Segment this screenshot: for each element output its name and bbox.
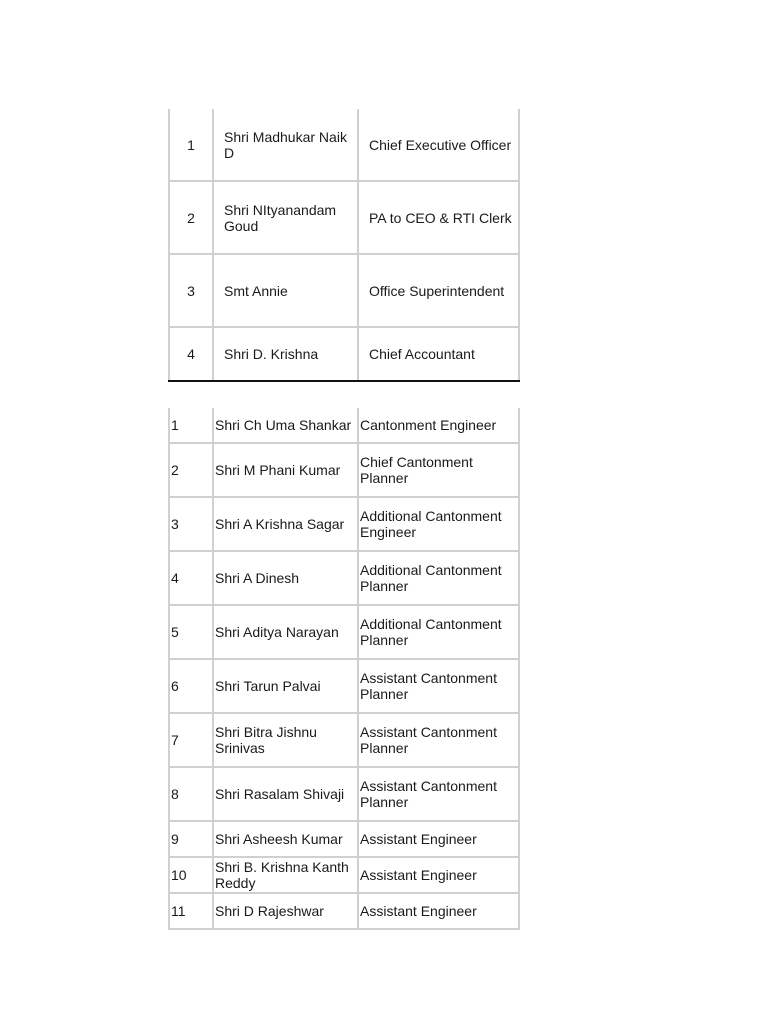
table-row	[169, 408, 519, 443]
officer-designation: Chief Accountant	[358, 327, 519, 381]
officer-name: Smt Annie	[213, 254, 358, 327]
serial-number: 8	[169, 767, 213, 821]
officer-designation: Office Superintendent	[358, 254, 519, 327]
staff-name: Shri Bitra Jishnu Srinivas	[213, 713, 358, 767]
serial-number: 10	[169, 857, 213, 893]
serial-number: 2	[169, 181, 213, 254]
table-row	[169, 767, 519, 821]
table-row	[169, 181, 519, 254]
table-row	[169, 713, 519, 767]
staff-name: Shri B. Krishna Kanth Reddy	[213, 857, 358, 893]
staff-designation: Assistant Engineer	[358, 821, 519, 857]
staff-name: Shri Rasalam Shivaji	[213, 767, 358, 821]
serial-number: 7	[169, 713, 213, 767]
table-row	[169, 659, 519, 713]
staff-name: Shri M Phani Kumar	[213, 443, 358, 497]
officer-designation: PA to CEO & RTI Clerk	[358, 181, 519, 254]
serial-number: 5	[169, 605, 213, 659]
serial-number: 9	[169, 821, 213, 857]
serial-number: 4	[169, 551, 213, 605]
table-row	[169, 443, 519, 497]
table-row	[169, 551, 519, 605]
officer-name: Shri Madhukar Naik D	[213, 109, 358, 181]
staff-name: Shri D Rajeshwar	[213, 893, 358, 929]
staff-designation: Assistant Cantonment Planner	[358, 767, 519, 821]
table-row	[169, 857, 519, 893]
table-row	[169, 893, 519, 929]
serial-number: 3	[169, 254, 213, 327]
serial-number: 2	[169, 443, 213, 497]
officer-name: Shri D. Krishna	[213, 327, 358, 381]
staff-designation: Assistant Engineer	[358, 893, 519, 929]
staff-designation: Additional Cantonment Planner	[358, 605, 519, 659]
staff-name: Shri A Dinesh	[213, 551, 358, 605]
table-row	[169, 109, 519, 181]
table-row	[169, 605, 519, 659]
officer-name: Shri NItyanandam Goud	[213, 181, 358, 254]
staff-designation: Chief Cantonment Planner	[358, 443, 519, 497]
staff-name: Shri A Krishna Sagar	[213, 497, 358, 551]
staff-designation: Cantonment Engineer	[358, 408, 519, 443]
staff-name: Shri Asheesh Kumar	[213, 821, 358, 857]
serial-number: 3	[169, 497, 213, 551]
serial-number: 4	[169, 327, 213, 381]
officers-table	[168, 109, 520, 382]
serial-number: 1	[169, 408, 213, 443]
table-row	[169, 821, 519, 857]
table-row	[169, 497, 519, 551]
staff-designation: Assistant Cantonment Planner	[358, 659, 519, 713]
serial-number: 11	[169, 893, 213, 929]
serial-number: 1	[169, 109, 213, 181]
staff-designation: Additional Cantonment Planner	[358, 551, 519, 605]
staff-name: Shri Ch Uma Shankar	[213, 408, 358, 443]
engineering-staff-table	[168, 408, 520, 930]
staff-designation: Assistant Engineer	[358, 857, 519, 893]
staff-name: Shri Tarun Palvai	[213, 659, 358, 713]
officer-designation: Chief Executive Officer	[358, 109, 519, 181]
table-row	[169, 254, 519, 327]
table-row	[169, 327, 519, 381]
staff-designation: Assistant Cantonment Planner	[358, 713, 519, 767]
staff-designation: Additional Cantonment Engineer	[358, 497, 519, 551]
serial-number: 6	[169, 659, 213, 713]
staff-name: Shri Aditya Narayan	[213, 605, 358, 659]
